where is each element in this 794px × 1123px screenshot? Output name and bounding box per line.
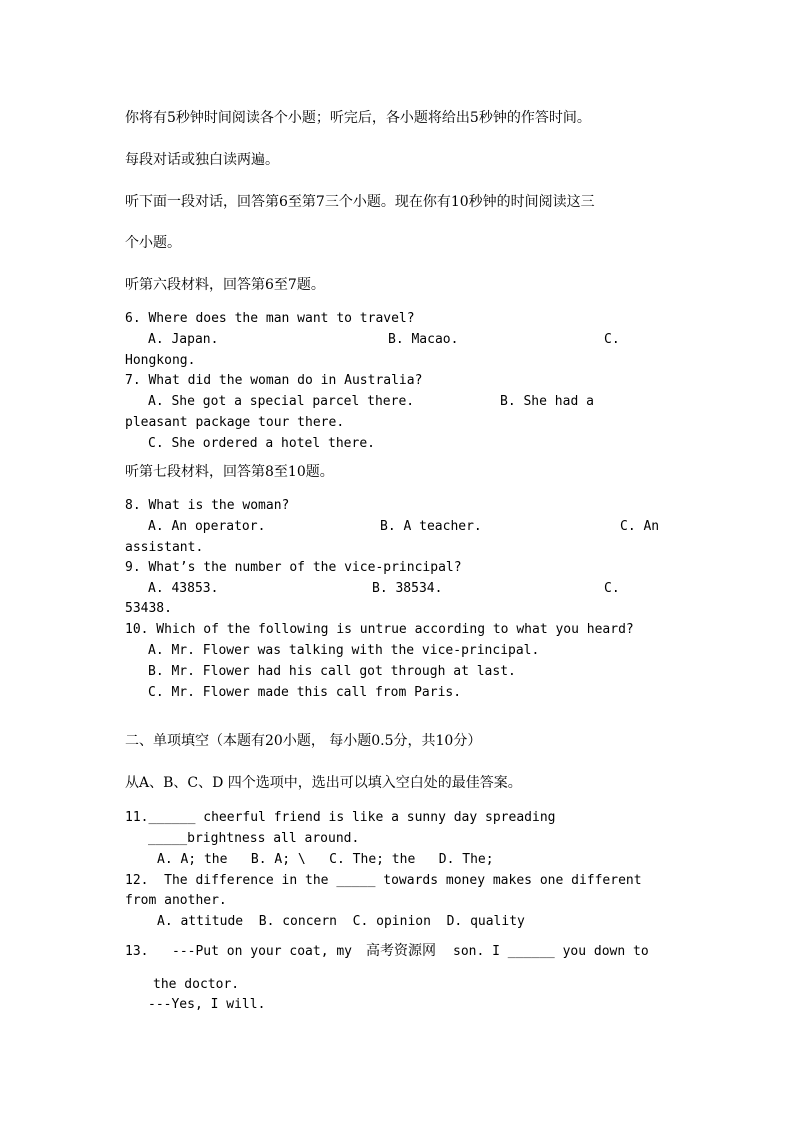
q10-option-b: B. Mr. Flower had his call got through at last.: [148, 664, 516, 679]
q9-stem: 9. What’s the number of the vice-principal?: [125, 560, 462, 575]
q12-line-2: from another.: [125, 893, 227, 908]
q10-option-c: C. Mr. Flower made this call from Paris.: [148, 685, 462, 700]
part-2-heading: 二、单项填空（本题有20小题， 每小题0.5分，共10分）: [125, 733, 482, 749]
q7-option-b: B. She had a: [500, 394, 594, 409]
q13-line-3: ---Yes, I will.: [148, 997, 266, 1012]
q13-line-2: the doctor.: [153, 977, 240, 992]
q8-option-c-text: assistant.: [125, 540, 204, 555]
q7-option-b-text: pleasant package tour there.: [125, 415, 345, 430]
intro-line-3: 听下面一段对话，回答第6至第7三个小题。现在你有10秒钟的时间阅读这三: [125, 194, 595, 210]
q10-option-a: A. Mr. Flower was talking with the vice-principal.: [148, 643, 540, 658]
section-6-heading: 听第六段材料，回答第6至7题。: [125, 277, 325, 293]
q11-options: A. A; the B. A; \ C. The; the D. The;: [157, 852, 494, 867]
q8-option-c: C. An: [620, 519, 660, 534]
q12-options: A. attitude B. concern C. opinion D. quality: [157, 914, 525, 929]
q6-option-b: B. Macao.: [388, 332, 459, 347]
q13-line-1-end: son. I ______ you down to: [453, 944, 649, 959]
q6-stem: 6. Where does the man want to travel?: [125, 311, 415, 326]
q7-option-c: C. She ordered a hotel there.: [148, 436, 375, 451]
q7-option-a: A. She got a special parcel there.: [148, 394, 415, 409]
q13-line-1-start: ---Put on your coat, my: [172, 944, 353, 959]
q6-option-a: A. Japan.: [148, 332, 219, 347]
q7-stem: 7. What did the woman do in Australia?: [125, 373, 423, 388]
q13-watermark-text: 高考资源网: [366, 943, 436, 959]
q11-line-1: 11.______ cheerful friend is like a sunny day spreading: [125, 810, 556, 825]
q9-option-a: A. 43853.: [148, 581, 219, 596]
q9-option-b: B. 38534.: [372, 581, 443, 596]
q6-option-c-text: Hongkong.: [125, 353, 196, 368]
q6-option-c: C.: [604, 332, 620, 347]
q12-line-1: 12. The difference in the _____ towards money makes one different: [125, 873, 642, 888]
q10-stem: 10. Which of the following is untrue according to what you heard?: [125, 622, 634, 637]
intro-line-4: 个小题。: [125, 235, 181, 251]
q8-option-a: A. An operator.: [148, 519, 266, 534]
q9-option-c: C.: [604, 581, 620, 596]
q8-stem: 8. What is the woman?: [125, 498, 290, 513]
q13-number: 13.: [125, 944, 149, 959]
intro-line-1: 你将有5秒钟时间阅读各个小题；听完后，各小题将给出5秒钟的作答时间。: [125, 110, 591, 126]
q11-line-2: _____brightness all around.: [148, 831, 360, 846]
part-2-instruction: 从A、B、C、D 四个选项中，选出可以填入空白处的最佳答案。: [125, 775, 522, 791]
section-7-heading: 听第七段材料，回答第8至10题。: [125, 464, 334, 480]
q8-option-b: B. A teacher.: [380, 519, 482, 534]
intro-line-2: 每段对话或独白读两遍。: [125, 152, 279, 168]
q9-option-c-text: 53438.: [125, 601, 172, 616]
